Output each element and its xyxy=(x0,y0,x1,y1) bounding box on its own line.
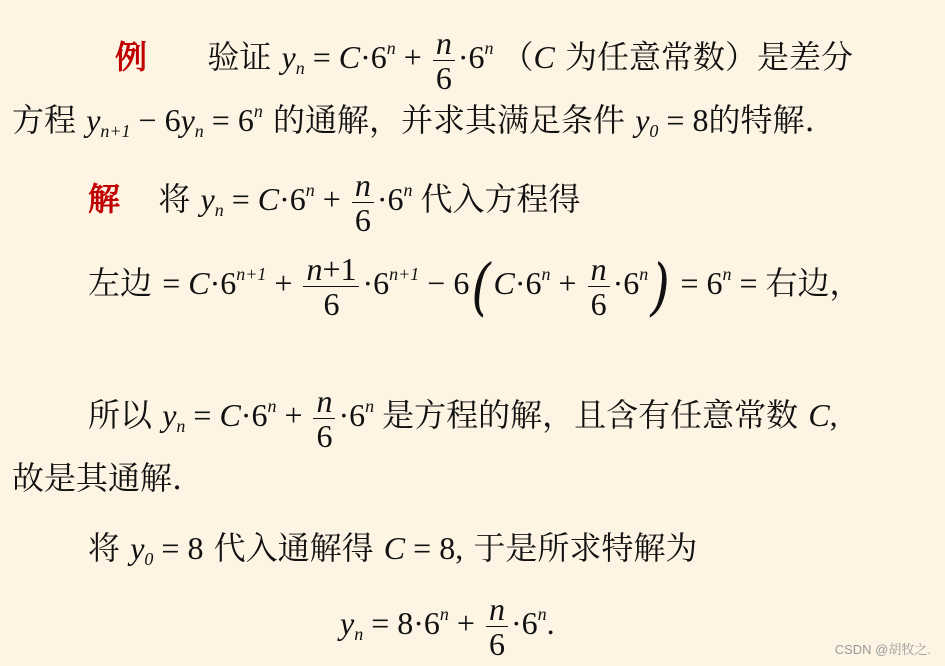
right-side-label: 右边， xyxy=(765,263,862,302)
line2-end-text: 的特解. xyxy=(708,101,815,139)
solution-label: 解 xyxy=(88,179,121,218)
formula-general: $y_n = C\cdot 6^n$ + $\frac{n}{6}$ $\cdot 6^n$ xyxy=(281,25,494,96)
conclusion-text: 故是其通解. xyxy=(12,459,183,497)
c-value: C = 8, xyxy=(383,530,464,566)
example-label: 例 xyxy=(115,37,148,76)
initial-value: $y_0 = 8$ xyxy=(130,530,204,569)
equation-label: 方程 xyxy=(12,101,77,139)
solution-text-a: 将 xyxy=(158,179,191,218)
sub-text-b: 代入通解得 xyxy=(213,529,374,567)
problem-line-2 xyxy=(12,100,815,140)
watermark: CSDN @胡牧之. xyxy=(834,642,931,657)
solution-line-3 xyxy=(88,384,838,453)
solution-text-b: 代入方程得 xyxy=(420,179,581,218)
particular-formula: $y_n = 8\cdot 6^n$ + $\frac{n}{6}$ $\cdot 6^n$. xyxy=(340,591,555,662)
initial-condition: $y_0 = 8$ xyxy=(635,102,709,141)
left-side-equation xyxy=(88,249,862,323)
formula-solution: $y_n = C\cdot 6^n$ + $\frac{n}{6}$ $\cdot 6^n$ xyxy=(162,383,375,454)
left-side-label: 左边 xyxy=(88,263,153,302)
left-side-expression: = $C\cdot 6^{n+1}$ + $\frac{n+1}{6}$ $\cdot 6^{n+1} - 6(C\cdot 6^n$ + $\frac{n}{6}$ $\cdot 6^n) = 6^n$ = xyxy=(162,249,758,323)
sub-text-c: 于是所求特解为 xyxy=(473,529,698,567)
difference-equation: $y_{n+1} - 6y_n = 6^n$ xyxy=(86,101,263,141)
paren-open: （ xyxy=(501,37,534,76)
constant-c-2: C, xyxy=(808,396,838,433)
constant-c: C xyxy=(533,38,555,75)
particular-solution xyxy=(340,592,555,661)
verify-text: 验证 xyxy=(207,37,272,76)
substitution-line xyxy=(88,528,697,568)
problem-line-1 xyxy=(115,26,853,95)
line2-middle-text: 的通解，并求其满足条件 xyxy=(273,101,626,139)
conclusion-line xyxy=(12,458,182,498)
sub-text-a: 将 xyxy=(88,529,121,567)
c-description: 为任意常数）是差分 xyxy=(565,37,854,76)
solution-line-1 xyxy=(88,168,581,237)
formula-substitute: $y_n = C\cdot 6^n$ + $\frac{n}{6}$ $\cdot 6^n$ xyxy=(200,167,413,238)
so-text: 所以 xyxy=(88,395,153,434)
so-text-b: 是方程的解，且含有任意常数 xyxy=(382,395,799,434)
